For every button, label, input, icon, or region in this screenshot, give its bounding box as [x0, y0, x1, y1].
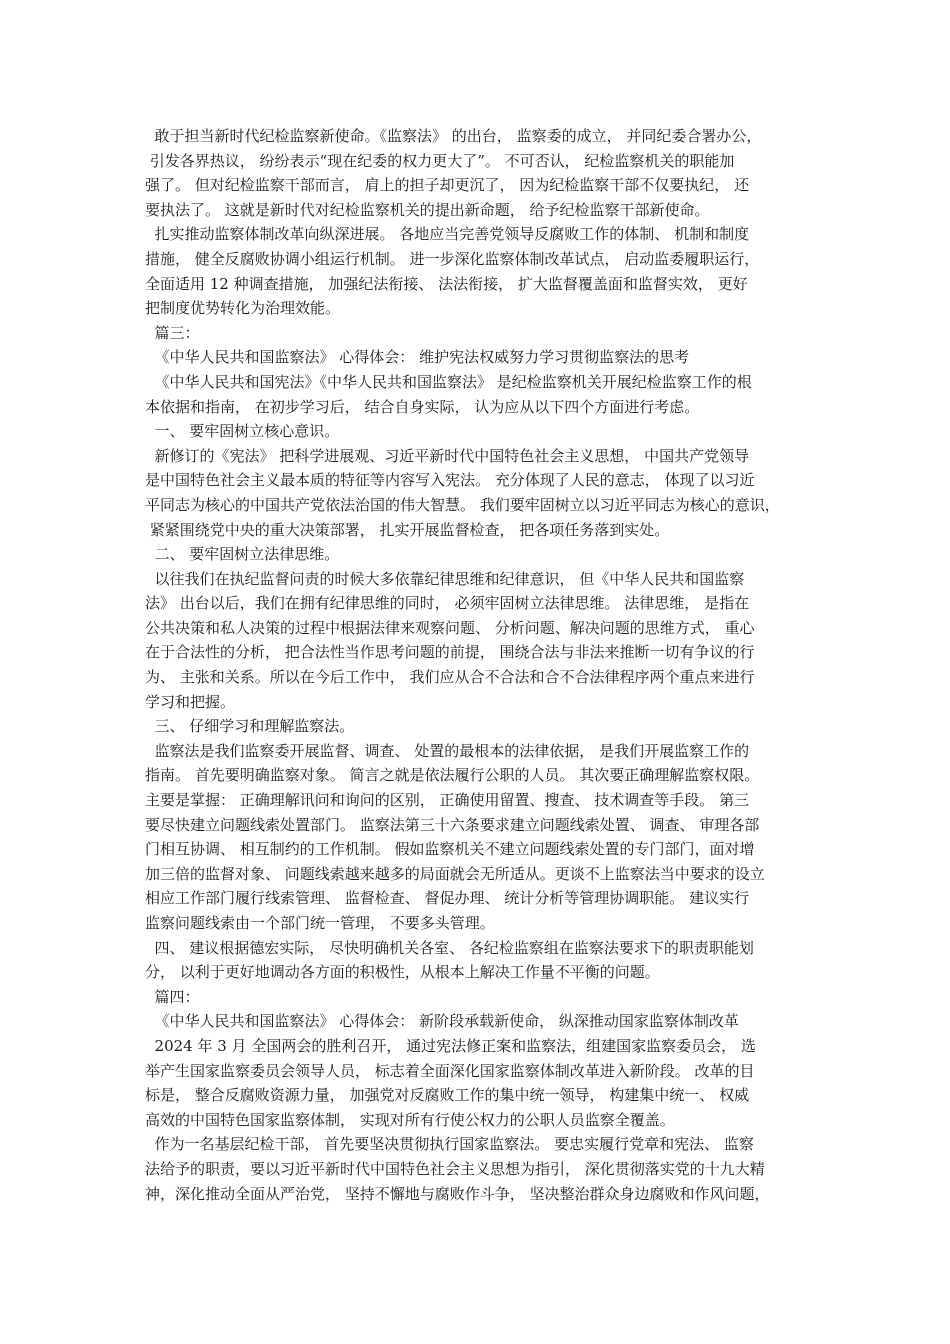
- text-line: 把制度优势转化为治理效能。: [145, 299, 341, 318]
- text-line: 监察问题线索由一个部门统一管理， 不要多头管理。: [145, 914, 495, 932]
- text-line: 《中华人民共和国监察法》 心得体会： 维护宪法权威努力学习贯彻监察法的思考: [145, 348, 690, 367]
- text-line: 高效的中国特色国家监察体制， 实现对所有行使公权力的公职人员监察全覆盖。: [145, 1110, 675, 1129]
- text-line: 要执法了。 这就是新时代对纪检监察机关的提出新命题， 给予纪检监察干部新使命。: [145, 200, 710, 219]
- text-line: 以往我们在执纪监督问责的时候大多依靠纪律思维和纪律意识， 但《中华人民共和国监察: [145, 569, 745, 588]
- text-line: 三、 仔细学习和理解监察法。: [145, 717, 355, 736]
- text-line: 《中华人民共和国宪法》《中华人民共和国监察法》 是纪检监察机关开展纪检监察工作的根: [145, 372, 752, 391]
- text-line: 指南。 首先要明确监察对象。 简言之就是依法履行公职的人员。 其次要正确理解监察权限。: [145, 766, 760, 785]
- text-line: 敢于担当新时代纪检监察新使命。《监察法》 的出台， 监察委的成立， 并同纪委合署办公，: [145, 127, 762, 145]
- text-line: 篇四：: [145, 987, 200, 1006]
- text-line: 平同志为核心的中国共产党依法治国的伟大智慧。 我们要牢固树立以习近平同志为核心的意识，: [145, 495, 780, 514]
- text-line: 是中国特色社会主义最本质的特征等内容写入宪法。 充分体现了人民的意志， 体现了以习近: [145, 471, 755, 490]
- text-line: 要尽快建立问题线索处置部门。 监察法第三十六条要求建立问题线索处置、 调查、 审理各部: [145, 815, 760, 834]
- text-line: 法》 出台以后，我们在拥有纪律思维的同时， 必须牢固树立法律思维。 法律思维， 是指在: [145, 594, 750, 613]
- text-line: 标是， 整合反腐败资源力量， 加强党对反腐败工作的集中统一领导， 构建集中统一、 权威: [145, 1086, 750, 1105]
- text-line: 学习和把握。: [145, 692, 236, 711]
- text-line: 扎实推动监察体制改革向纵深进展。 各地应当完善党领导反腐败工作的体制、 机制和制度: [145, 225, 750, 244]
- text-line: 全面适用 12 种调查措施， 加强纪法衔接、 法法衔接， 扩大监督覆盖面和监督实效， 更好: [145, 274, 748, 293]
- text-line: 《中华人民共和国监察法》 心得体会： 新阶段承载新使命， 纵深推动国家监察体制改革: [145, 1012, 739, 1031]
- text-line: 主要是掌握： 正确理解讯问和询问的区别， 正确使用留置、搜查、 技术调查等手段。 第三: [145, 791, 750, 810]
- text-line: 公共决策和私人决策的过程中根据法律来观察问题、 分析问题、解决问题的思维方式， 重心: [145, 618, 755, 637]
- text-line: 引发各界热议， 纷纷表示“现在纪委的权力更大了”。 不可否认， 纪检监察机关的职能加: [145, 151, 735, 170]
- text-line: 四、 建议根据德宏实际， 尽快明确机关各室、 各纪检监察组在监察法要求下的职责职能划: [145, 938, 754, 957]
- text-line: 强了。 但对纪检监察干部而言， 肩上的担子却更沉了， 因为纪检监察干部不仅要执纪， 还: [145, 176, 750, 195]
- text-line: 分， 以利于更好地调动各方面的积极性，从根本上解决工作量不平衡的问题。: [145, 963, 660, 982]
- text-line: 紧紧围绕党中央的重大决策部署， 扎实开展监督检查， 把各项任务落到实处。: [145, 520, 670, 539]
- text-line: 相应工作部门履行线索管理、 监督检查、 督促办理、 统计分析等管理协调职能。 建议实行: [145, 889, 750, 908]
- document-body: [145, 124, 815, 1206]
- text-line: 措施， 健全反腐败协调小组运行机制。 进一步深化监察体制改革试点， 启动监委履职运行，: [145, 249, 760, 268]
- text-line: 作为一名基层纪检干部， 首先要坚决贯彻执行国家监察法。 要忠实履行党章和宪法、 监察: [145, 1135, 754, 1154]
- text-line: 监察法是我们监察委开展监督、调查、 处置的最根本的法律依据， 是我们开展监察工作的: [145, 741, 750, 760]
- text-line: 在于合法性的分析， 把合法性当作思考问题的前提， 围绕合法与非法来推断一切有争议的行: [145, 643, 755, 662]
- text-line: 为、 主张和关系。所以在今后工作中， 我们应从合不合法和合不合法律程序两个重点来进行: [145, 668, 755, 687]
- text-line: 一、 要牢固树立核心意识。: [145, 422, 340, 441]
- text-line: 2024 年 3 月 全国两会的胜利召开， 通过宪法修正案和监察法，组建国家监察委员会， 选: [145, 1036, 756, 1055]
- text-line: 法给予的职责，要以习近平新时代中国特色社会主义思想为指引， 深化贯彻落实党的十九大精: [145, 1159, 765, 1178]
- text-line: 举产生国家监察委员会领导人员， 标志着全面深化国家监察体制改革进入新阶段。 改革的目: [145, 1061, 755, 1080]
- text-line: 本依据和指南， 在初步学习后， 结合自身实际， 认为应从以下四个方面进行考虑。: [145, 397, 700, 416]
- text-line: 新修订的《宪法》 把科学进展观、习近平新时代中国特色社会主义思想， 中国共产党领导: [145, 446, 750, 465]
- text-line: 门相互协调、 相互制约的工作机制。 假如监察机关不建立问题线索处置的专门部门，面对增: [145, 840, 755, 859]
- text-line: 加三倍的监督对象、 问题线索越来越多的局面就会无所适从。更谈不上监察法当中要求的设立: [145, 864, 765, 883]
- text-line: 二、 要牢固树立法律思维。: [145, 545, 340, 564]
- text-line: 篇三：: [145, 323, 200, 342]
- text-line: 神，深化推动全面从严治党， 坚持不懈地与腐败作斗争， 坚决整治群众身边腐败和作风问题，: [145, 1184, 770, 1203]
